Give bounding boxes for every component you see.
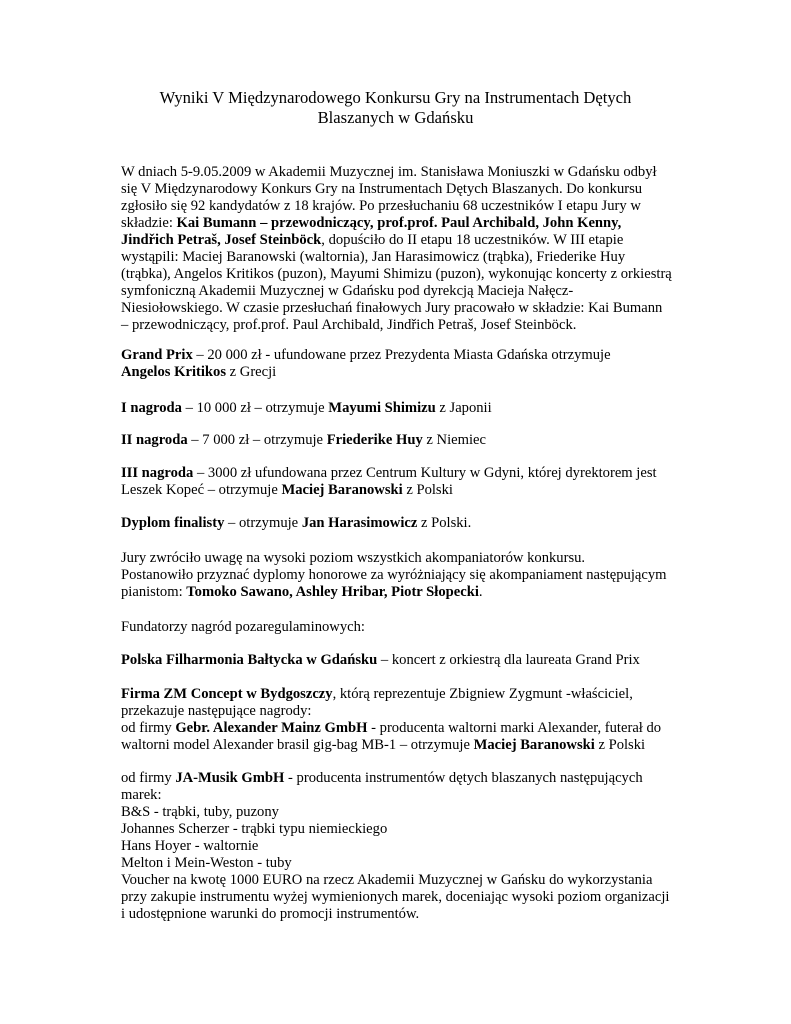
text-span: z Japonii [435,400,492,416]
text-line: Niesiołowskiego. W czasie przesłuchań finałowych Jury pracowało w składzie: Kai Bumann [121,300,663,316]
title-line-2: Blaszanych w Gdańsku [317,108,474,127]
text-line [121,215,681,232]
text-line: – przewodniczący, prof.prof. Paul Archibald, Jindřich Petraš, Josef Steinböck. [121,317,577,333]
text-line: i udostępnione warunki do promocji instrumentów. [121,906,420,922]
text-span: z Polski. [417,515,472,531]
text-line [121,465,681,482]
text-line: W dniach 5-9.05.2009 w Akademii Muzycznej im. Stanisława Moniuszki w Gdańsku odbył [121,164,657,180]
text-line [121,364,681,381]
text-span: z Niemiec [422,432,486,448]
text-line: wystąpili: Maciej Baranowski (waltornia), Jan Harasimowicz (trąbka), Friederike Huy [121,249,626,265]
brand-list-item: Johannes Scherzer - trąbki typu niemieckiego [121,821,388,837]
winner-name: Angelos Kritikos [121,364,226,380]
sponsor-name: Gebr. Alexander Mainz GmbH [175,720,368,736]
text-line: symfoniczną Akademii Muzycznej w Gdańsku pod dyrekcją Macieja Nałęcz- [121,283,574,299]
winner-name: Maciej Baranowski [473,737,595,753]
accompanists-paragraph [121,550,681,601]
text-span: – koncert z orkiestrą dla laureata Grand Prix [377,652,640,668]
grand-prix-paragraph [121,347,681,381]
text-span: waltorni model Alexander brasil gig-bag MB-1 – otrzymuje [121,737,474,753]
text-line [121,347,681,364]
winner-name: Friederike Huy [326,432,423,448]
first-prize-paragraph [121,400,681,417]
text-line: Voucher na kwotę 1000 EURO na rzecz Akademii Muzycznej w Gańsku do wykorzystania [121,872,653,888]
text-line: Postanowiło przyznać dyplomy honorowe za wyróżniający się akompaniament następującym [121,567,667,583]
jury-names: Jindřich Petraš, Josef Steinböck [121,232,322,248]
text-line: zgłosiło się 92 kandydatów z 18 krajów. Po przesłuchaniu 68 uczestników I etapu Jury w [121,198,641,214]
text-line: się V Międzynarodowy Konkurs Gry na Instrumentach Dętych Blaszanych. Do konkursu [121,181,643,197]
text-span: z Polski [594,737,646,753]
intro-paragraph [121,164,681,334]
third-prize-paragraph [121,465,681,499]
winner-name: Mayumi Shimizu [328,400,436,416]
prize-label: Dyplom finalisty [121,515,225,531]
philharmonic-paragraph [121,652,681,669]
brand-list-item: Melton i Mein-Weston - tuby [121,855,292,871]
finalist-paragraph [121,515,681,532]
zm-concept-paragraph [121,686,681,754]
sponsor-name: JA-Musik GmbH [175,770,285,786]
text-span: – otrzymuje [224,515,302,531]
ja-musik-paragraph [121,770,681,923]
text-span: składzie: [121,215,177,231]
winner-name: Jan Harasimowicz [301,515,418,531]
text-line [121,232,681,249]
prize-label: Grand Prix [121,347,193,363]
text-span: – 10 000 zł – otrzymuje [181,400,329,416]
text-line [121,584,681,601]
brand-list-item: B&S - trąbki, tuby, puzony [121,804,279,820]
text-span: od firmy [121,720,176,736]
text-line [121,652,681,669]
text-line [121,686,681,703]
text-span: - producenta instrumentów dętych blaszanych następujących [284,770,643,786]
text-line: przekazuje następujące nagrody: [121,703,312,719]
text-span: – 20 000 zł - ufundowane przez Prezydenta Miasta Gdańska otrzymuje [192,347,611,363]
text-line [121,720,681,737]
text-line: przy zakupie instrumentu wyżej wymienionych marek, doceniając wysoki poziom organizacji [121,889,670,905]
text-span: , dopuściło do II etapu 18 uczestników. W III etapie [321,232,624,248]
text-line: Jury zwróciło uwagę na wysoki poziom wszystkich akompaniatorów konkursu. [121,550,586,566]
text-line [121,400,681,417]
text-line [121,515,681,532]
sponsor-name: Firma ZM Concept w Bydgoszczy [121,686,333,702]
jury-names: Kai Bumann – przewodniczący, prof.prof. Paul Archibald, John Kenny, [176,215,622,231]
text-span: od firmy [121,770,176,786]
page-title [100,88,691,128]
text-span: - producenta waltorni marki Alexander, futerał do [367,720,662,736]
text-span: , którą reprezentuje Zbigniew Zygmunt -właściciel, [332,686,633,702]
text-line: marek: [121,787,162,803]
text-line [121,737,681,754]
text-span: z Grecji [226,364,277,380]
text-line [121,482,681,499]
pianist-names: Tomoko Sawano, Ashley Hribar, Piotr Słopecki [186,584,479,600]
text-span: . [478,584,483,600]
prize-label: I nagroda [121,400,182,416]
text-line [121,770,681,787]
text-span: – 3000 zł ufundowana przez Centrum Kultury w Gdyni, której dyrektorem jest [193,465,657,481]
text-span: pianistom: [121,584,187,600]
prize-label: III nagroda [121,465,194,481]
text-line: Fundatorzy nagród pozaregulaminowych: [121,619,365,635]
text-span: Leszek Kopeć – otrzymuje [121,482,282,498]
winner-name: Maciej Baranowski [281,482,403,498]
text-span: – 7 000 zł – otrzymuje [187,432,327,448]
text-line: (trąbka), Angelos Kritikos (puzon), Mayumi Shimizu (puzon), wykonując koncerty z orkiestrą [121,266,672,282]
prize-label: II nagroda [121,432,188,448]
brand-list-item: Hans Hoyer - waltornie [121,838,259,854]
founders-heading [121,619,681,636]
text-span: z Polski [402,482,453,498]
title-line-1: Wyniki V Międzynarodowego Konkursu Gry na Instrumentach Dętych [159,88,632,107]
text-line [121,432,681,449]
second-prize-paragraph [121,432,681,449]
sponsor-name: Polska Filharmonia Bałtycka w Gdańsku [121,652,378,668]
